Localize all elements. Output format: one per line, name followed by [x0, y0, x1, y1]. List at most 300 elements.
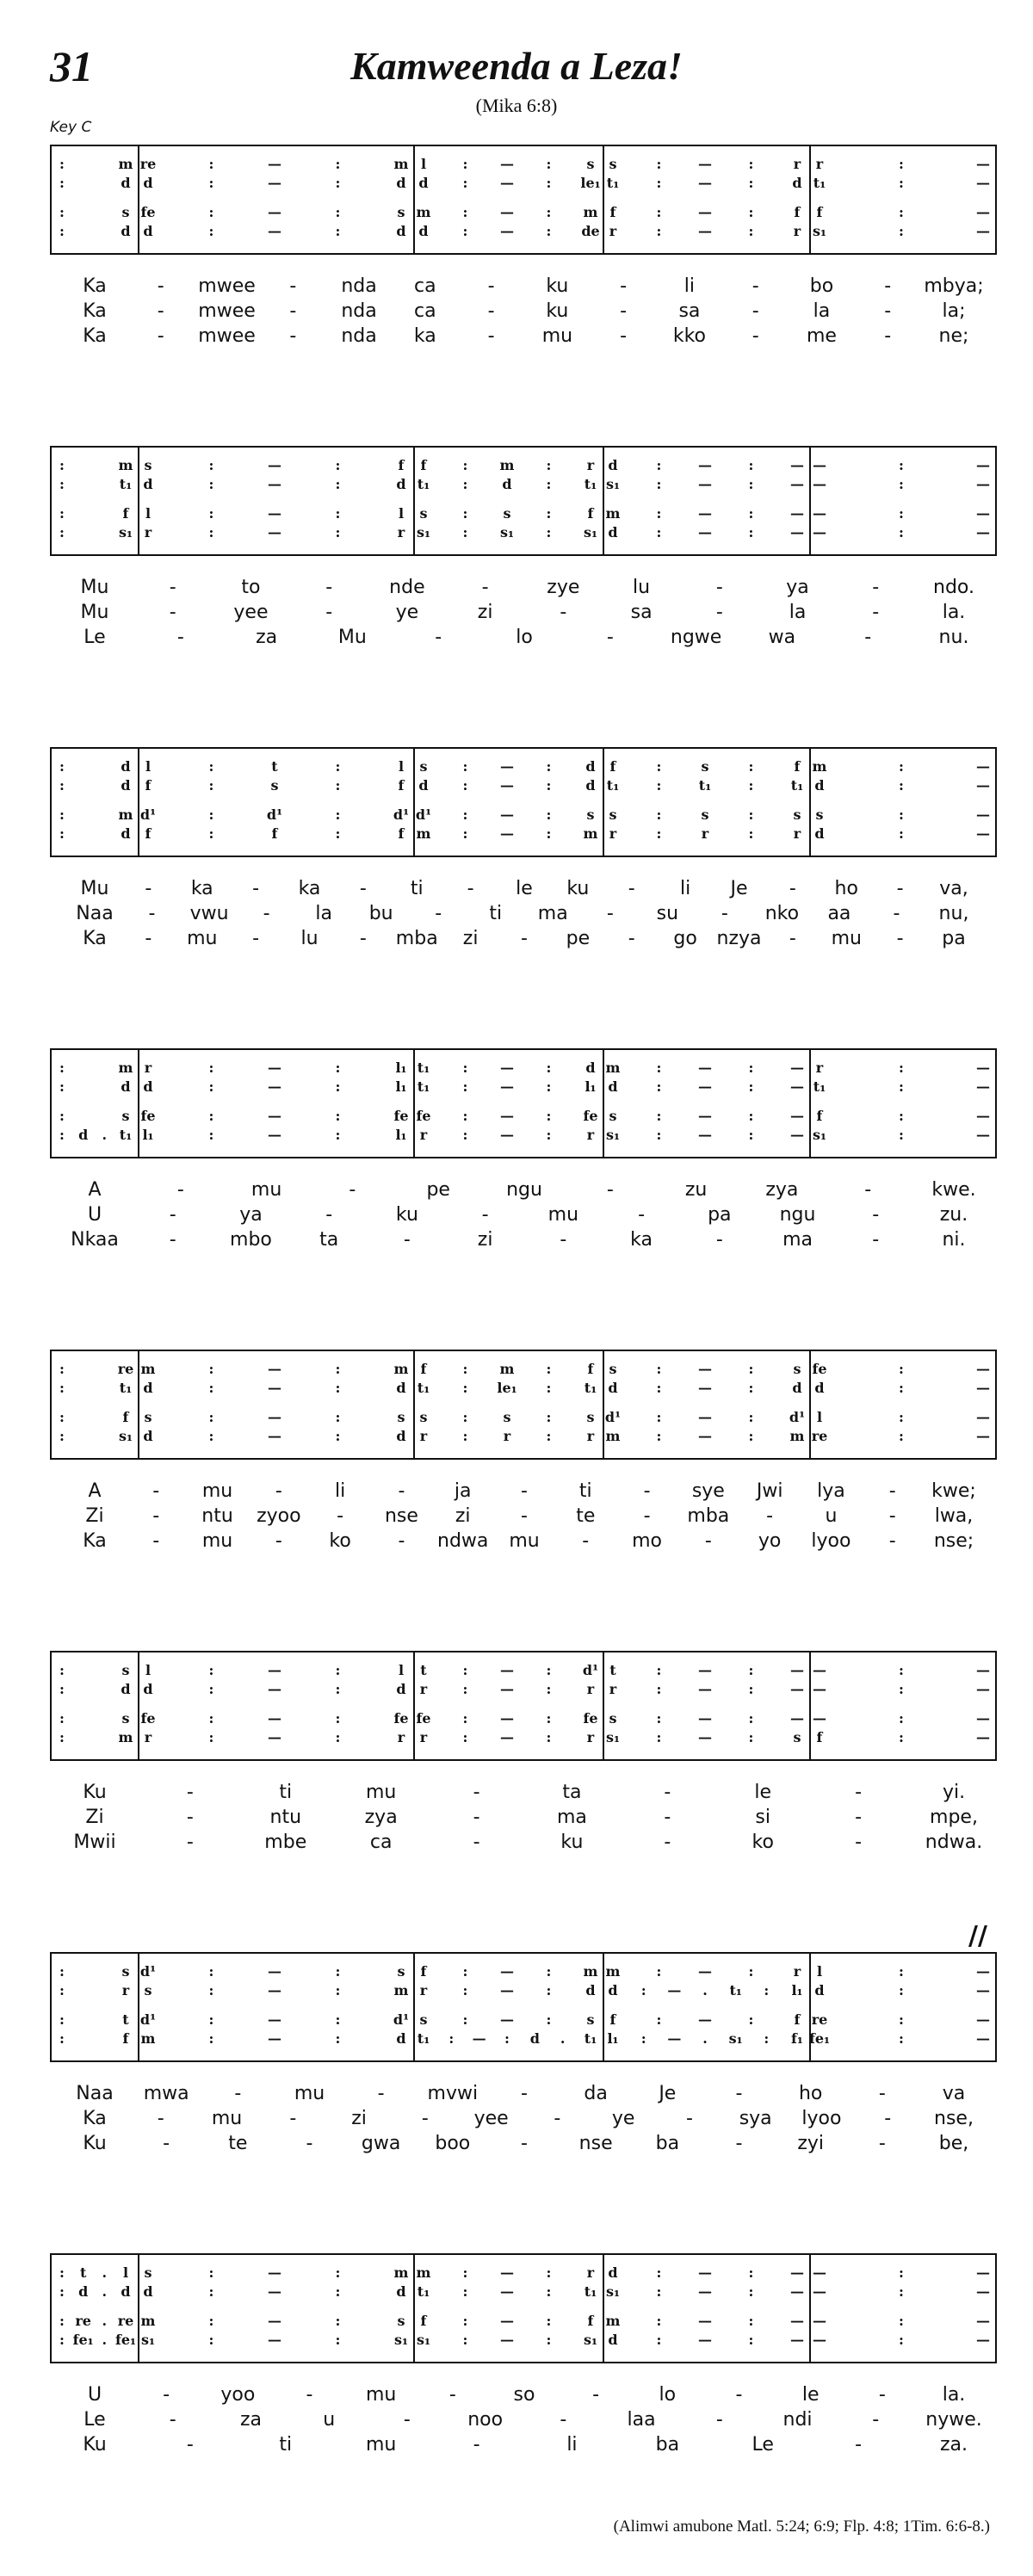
beat-separator: : [335, 1729, 341, 1745]
beat-separator: : [448, 2030, 455, 2047]
solfa-note: d [396, 1681, 406, 1697]
syllable-hyphen: - [685, 2108, 693, 2129]
beat-separator: : [335, 1982, 341, 1998]
solfa-note: d [608, 524, 618, 541]
beat-separator: : [748, 1380, 754, 1396]
lyric-syllable: ca [414, 300, 436, 322]
lyric-line-verse-2 [50, 1504, 993, 1529]
beat-separator: : [640, 2030, 646, 2047]
solfa-note: s₁ [140, 2332, 155, 2348]
beat-separator: : [748, 1963, 754, 1980]
lyric-syllable: pe [426, 1179, 450, 1201]
solfa-note: — [976, 1380, 990, 1396]
tonic-solfa-staff [50, 446, 997, 556]
beat-separator: : [899, 2264, 904, 2281]
voice-part-row [52, 2264, 995, 2283]
syllable-hyphen: - [487, 300, 495, 322]
solfa-note: — [500, 1127, 514, 1143]
syllable-hyphen: - [163, 2133, 170, 2154]
lyric-syllable: ma [782, 1229, 813, 1251]
beat-separator: : [899, 175, 904, 191]
tonic-solfa-staff [50, 2253, 997, 2363]
beat-separator: : [899, 1710, 904, 1727]
breath-mark-icon: // [968, 1921, 987, 1951]
solfa-note: — [268, 1380, 281, 1396]
beat-separator: : [59, 2283, 65, 2300]
lyrics-block [50, 1780, 993, 1855]
beat-separator: : [208, 1059, 214, 1076]
solfa-note: t [79, 2264, 87, 2281]
syllable-hyphen: - [582, 1530, 590, 1552]
lyric-syllable: Naa [76, 2083, 114, 2104]
beat-separator: : [899, 1963, 904, 1980]
beat-separator: : [59, 223, 65, 239]
lyric-syllable: Ka [83, 1530, 107, 1552]
beat-separator: : [656, 1409, 662, 1425]
solfa-note: d [121, 758, 131, 775]
syllable-hyphen: - [403, 1229, 411, 1251]
lyric-syllable: ntu [269, 1807, 302, 1828]
syllable-hyphen: - [473, 2434, 480, 2456]
lyric-syllable: zi [477, 602, 493, 623]
beat-separator: : [59, 505, 65, 522]
solfa-note: — [500, 777, 514, 794]
beat-separator: : [546, 1409, 552, 1425]
solfa-note: s [121, 1108, 130, 1124]
lyric-syllable: nda [341, 275, 377, 297]
lyric-syllable: mu [251, 1179, 282, 1201]
lyric-syllable: ku [546, 300, 569, 322]
solfa-note: d [143, 2283, 153, 2300]
solfa-note: m [605, 505, 621, 522]
solfa-note: s [701, 806, 709, 823]
solfa-note: f [122, 505, 129, 522]
lyric-syllable: ndwa. [925, 1832, 983, 1853]
syllable-hyphen: - [186, 1807, 194, 1828]
lyric-syllable: bu [368, 903, 393, 924]
beat-separator: : [462, 223, 468, 239]
lyric-syllable: Zi [85, 1505, 104, 1527]
lyric-syllable: za [256, 627, 278, 648]
syllable-hyphen: - [628, 928, 635, 949]
beat-separator: : [335, 476, 341, 492]
solfa-note: — [976, 204, 990, 220]
lyric-syllable: go [673, 928, 697, 949]
syllable-hyphen: - [704, 1530, 712, 1552]
beat-separator: : [59, 2011, 65, 2028]
beat-separator: : [899, 1108, 904, 1124]
solfa-note: f [609, 758, 616, 775]
solfa-note: d [396, 1380, 406, 1396]
beat-separator: : [899, 223, 904, 239]
voice-part-row [52, 504, 995, 523]
beat-separator: : [208, 825, 214, 842]
solfa-note: — [500, 1662, 514, 1678]
beat-separator: : [748, 1428, 754, 1444]
voice-part-row [52, 222, 995, 241]
lyric-syllable: yee [233, 602, 269, 623]
lyric-syllable: ho [834, 878, 858, 899]
solfa-note: — [667, 2030, 682, 2047]
solfa-note: — [500, 204, 514, 220]
beat-separator: : [656, 1059, 662, 1076]
beat-separator: : [335, 204, 341, 220]
solfa-note: — [268, 1361, 281, 1377]
solfa-note: — [790, 1710, 804, 1727]
lyric-syllable: ko [752, 1832, 774, 1853]
beat-separator: : [546, 457, 552, 473]
solfa-note: d¹ [139, 806, 157, 823]
solfa-note: t₁ [790, 777, 804, 794]
lyric-syllable: vwu [189, 903, 229, 924]
beat-separator: : [208, 1428, 214, 1444]
solfa-note: d [396, 2030, 406, 2047]
solfa-note: l [145, 758, 152, 775]
solfa-note: — [976, 2313, 990, 2329]
solfa-note: s [397, 1409, 405, 1425]
beat-separator: : [546, 1982, 552, 1998]
lyric-syllable: lyoo [801, 2108, 842, 2129]
lyric-line-verse-1 [50, 575, 993, 600]
beat-separator: : [546, 1428, 552, 1444]
music-system [50, 446, 997, 650]
solfa-note: d [585, 758, 596, 775]
syllable-hyphen: - [325, 577, 333, 598]
beat-separator: . [102, 1127, 108, 1143]
beat-separator: : [208, 1729, 214, 1745]
solfa-note: — [976, 806, 990, 823]
beat-separator: : [208, 2030, 214, 2047]
solfa-note: d¹ [789, 1409, 806, 1425]
beat-separator: : [546, 825, 552, 842]
beat-separator: : [59, 1361, 65, 1377]
solfa-note: s [121, 1710, 130, 1727]
solfa-note: l₁ [585, 1078, 597, 1095]
beat-separator: : [546, 223, 552, 239]
syllable-hyphen: - [289, 325, 297, 347]
lyric-line-verse-3 [50, 324, 993, 349]
solfa-note: s [586, 806, 595, 823]
voice-part-row [52, 1360, 995, 1379]
beat-separator: : [335, 223, 341, 239]
solfa-note: — [698, 1108, 712, 1124]
solfa-note: l₁ [395, 1127, 407, 1143]
solfa-note: d [143, 223, 153, 239]
syllable-hyphen: - [606, 1179, 614, 1201]
lyric-syllable: ti [279, 1782, 293, 1803]
solfa-note: — [500, 2332, 514, 2348]
syllable-hyphen: - [435, 903, 442, 924]
beat-separator: . [102, 2313, 108, 2329]
syllable-hyphen: - [289, 275, 297, 297]
solfa-note: s [586, 1409, 595, 1425]
solfa-note: fe [583, 1710, 598, 1727]
solfa-note: r [419, 1729, 428, 1745]
syllable-hyphen: - [521, 1480, 528, 1502]
solfa-note: s [144, 1409, 152, 1425]
beat-separator: : [546, 175, 552, 191]
solfa-note: fe [583, 1108, 598, 1124]
beat-separator: : [335, 825, 341, 842]
beat-separator: . [560, 2030, 566, 2047]
beat-separator: : [899, 825, 904, 842]
beat-separator: : [748, 524, 754, 541]
beat-separator: : [656, 2313, 662, 2329]
lyric-syllable: mu [365, 2434, 397, 2456]
beat-separator: : [59, 1127, 65, 1143]
lyric-syllable: Mu [80, 878, 109, 899]
solfa-note: re [117, 1361, 134, 1377]
solfa-note: — [268, 1108, 281, 1124]
lyric-line-verse-2 [50, 2407, 993, 2432]
syllable-hyphen: - [884, 2108, 892, 2129]
beat-separator: : [59, 1710, 65, 1727]
lyric-syllable: nzya [716, 928, 762, 949]
syllable-hyphen: - [487, 275, 495, 297]
solfa-note: — [790, 1681, 804, 1697]
beat-separator: : [899, 1681, 904, 1697]
beat-separator: : [899, 806, 904, 823]
solfa-note: l₁ [395, 1078, 407, 1095]
beat-separator: : [656, 1681, 662, 1697]
solfa-note: r [397, 1729, 405, 1745]
beat-separator: : [462, 476, 468, 492]
beat-separator: : [748, 476, 754, 492]
lyric-syllable: va, [939, 878, 968, 899]
solfa-note: l [816, 1963, 823, 1980]
solfa-note: r [793, 1963, 801, 1980]
solfa-note: f [816, 204, 823, 220]
beat-separator: : [656, 1428, 662, 1444]
solfa-note: d [608, 1982, 618, 1998]
lyric-line-verse-3 [50, 1529, 993, 1554]
lyric-syllable: Je [730, 878, 748, 899]
music-system [50, 1048, 997, 1252]
beat-separator: : [59, 1963, 65, 1980]
solfa-note: r [144, 524, 152, 541]
lyric-syllable: zi [455, 1505, 471, 1527]
beat-separator: : [462, 524, 468, 541]
beat-separator: : [59, 1380, 65, 1396]
voice-part-row [52, 1981, 995, 2000]
beat-separator: : [208, 223, 214, 239]
solfa-note: — [268, 175, 281, 191]
solfa-note: s [144, 457, 152, 473]
syllable-hyphen: - [766, 1505, 774, 1527]
tonic-solfa-staff [50, 145, 997, 255]
solfa-note: — [790, 1662, 804, 1678]
beat-separator: : [656, 2264, 662, 2281]
solfa-note: s [397, 204, 405, 220]
solfa-note: f [587, 2313, 594, 2329]
beat-separator: : [335, 806, 341, 823]
lyric-syllable: zyoo [257, 1505, 301, 1527]
beat-separator: : [59, 457, 65, 473]
beat-separator: : [335, 505, 341, 522]
lyric-syllable: le [754, 1782, 772, 1803]
lyric-syllable: nse [578, 2133, 613, 2154]
solfa-note: r [144, 1059, 152, 1076]
solfa-note: r [121, 1982, 130, 1998]
solfa-note: — [976, 1409, 990, 1425]
lyric-syllable: Mu [337, 627, 367, 648]
lyric-line-verse-2 [50, 1202, 993, 1227]
song-number: 31 [50, 42, 93, 90]
beat-separator: : [546, 758, 552, 775]
solfa-note: — [790, 2332, 804, 2348]
syllable-hyphen: - [176, 627, 184, 648]
beat-separator: : [748, 2011, 754, 2028]
beat-separator: : [656, 1963, 662, 1980]
solfa-note: m [393, 2264, 409, 2281]
syllable-hyphen: - [234, 2083, 242, 2104]
syllable-hyphen: - [643, 1480, 651, 1502]
lyric-syllable: la. [942, 602, 966, 623]
solfa-note: — [268, 1982, 281, 1998]
lyric-syllable: aa [827, 903, 851, 924]
solfa-note: d [608, 1380, 618, 1396]
solfa-note: s [586, 2011, 595, 2028]
beat-separator: : [335, 2313, 341, 2329]
syllable-hyphen: - [884, 300, 892, 322]
lyric-syllable: Naa [76, 903, 114, 924]
beat-separator: : [899, 2283, 904, 2300]
solfa-note: d [121, 777, 131, 794]
lyric-syllable: li [566, 2434, 578, 2456]
lyric-syllable: kko [672, 325, 706, 347]
beat-separator: : [335, 156, 341, 172]
beat-separator: : [208, 777, 214, 794]
syllable-hyphen: - [888, 1480, 896, 1502]
beat-separator: : [899, 777, 904, 794]
solfa-note: d [814, 777, 825, 794]
solfa-note: fe₁ [72, 2332, 94, 2348]
syllable-hyphen: - [473, 1782, 480, 1803]
solfa-note: — [698, 1963, 712, 1980]
lyrics-block [50, 1177, 993, 1252]
solfa-note: — [976, 476, 990, 492]
solfa-note: — [976, 777, 990, 794]
lyric-syllable: mo [632, 1530, 663, 1552]
solfa-note: — [268, 1710, 281, 1727]
solfa-note: r [419, 1982, 428, 1998]
solfa-note: f [794, 2011, 801, 2028]
solfa-note: s [609, 1108, 617, 1124]
solfa-note: — [813, 457, 826, 473]
solfa-note: m [499, 457, 515, 473]
solfa-note: — [698, 1078, 712, 1095]
solfa-note: d [814, 825, 825, 842]
lyric-syllable: Ka [83, 275, 107, 297]
solfa-note: — [500, 1078, 514, 1095]
beat-separator: : [208, 204, 214, 220]
solfa-note: — [790, 457, 804, 473]
beat-separator: : [748, 1127, 754, 1143]
solfa-note: d [418, 223, 429, 239]
beat-separator: : [546, 1963, 552, 1980]
lyric-syllable: Mu [80, 602, 109, 623]
beat-separator: : [656, 204, 662, 220]
lyric-syllable: Ka [83, 2108, 107, 2129]
beat-separator: : [59, 1059, 65, 1076]
solfa-note: — [976, 2264, 990, 2281]
syllable-hyphen: - [896, 928, 904, 949]
lyric-syllable: za. [939, 2434, 968, 2456]
solfa-note: — [813, 1681, 826, 1697]
lyric-syllable: pa [708, 1204, 732, 1226]
solfa-note: — [976, 1127, 990, 1143]
music-system [50, 1952, 997, 2156]
beat-separator: : [546, 806, 552, 823]
solfa-note: — [698, 1710, 712, 1727]
solfa-note: — [268, 1428, 281, 1444]
syllable-hyphen: - [896, 878, 904, 899]
solfa-note: — [790, 2264, 804, 2281]
solfa-note: — [976, 1108, 990, 1124]
beat-separator: : [208, 175, 214, 191]
beat-separator: : [59, 156, 65, 172]
lyric-syllable: Ku [83, 2133, 107, 2154]
solfa-note: s [793, 1729, 801, 1745]
syllable-hyphen: - [487, 325, 495, 347]
syllable-hyphen: - [521, 2133, 528, 2154]
lyric-syllable: li [680, 878, 691, 899]
solfa-note: t₁ [119, 476, 133, 492]
syllable-hyphen: - [435, 627, 442, 648]
lyric-syllable: U [87, 1204, 102, 1226]
beat-separator: : [656, 758, 662, 775]
lyric-syllable: ka [413, 325, 436, 347]
voice-part-row [52, 523, 995, 542]
syllable-hyphen: - [664, 1782, 671, 1803]
solfa-note: — [698, 2313, 712, 2329]
solfa-note: d [143, 1078, 153, 1095]
lyric-syllable: Nkaa [71, 1229, 119, 1251]
syllable-hyphen: - [186, 1782, 194, 1803]
lyric-line-verse-3 [50, 2131, 993, 2156]
lyric-line-verse-1 [50, 2382, 993, 2407]
solfa-note: m [118, 457, 133, 473]
solfa-note: — [268, 524, 281, 541]
solfa-note: — [698, 1380, 712, 1396]
lyric-syllable: ndwa [437, 1530, 489, 1552]
solfa-note: — [268, 1078, 281, 1095]
solfa-note: s [121, 204, 130, 220]
beat-separator: : [335, 1127, 341, 1143]
solfa-note: d¹ [393, 806, 410, 823]
syllable-hyphen: - [252, 928, 260, 949]
solfa-note: l [122, 2264, 129, 2281]
syllable-hyphen: - [872, 577, 880, 598]
beat-separator: : [335, 1059, 341, 1076]
solfa-note: — [500, 175, 514, 191]
beat-separator: : [335, 1710, 341, 1727]
lyric-syllable: va [942, 2083, 966, 2104]
lyric-syllable: Jwi [756, 1480, 783, 1502]
scripture-reference: (Mika 6:8) [475, 95, 558, 116]
solfa-note: s [144, 2264, 152, 2281]
solfa-note: t [271, 758, 278, 775]
voice-part-row [52, 757, 995, 776]
beat-separator: : [335, 1361, 341, 1377]
beat-separator: : [656, 1710, 662, 1727]
beat-separator: : [208, 1662, 214, 1678]
solfa-note: f [145, 825, 152, 842]
syllable-hyphen: - [620, 325, 628, 347]
beat-separator: : [656, 156, 662, 172]
beat-separator: : [656, 2011, 662, 2028]
syllable-hyphen: - [157, 2108, 164, 2129]
